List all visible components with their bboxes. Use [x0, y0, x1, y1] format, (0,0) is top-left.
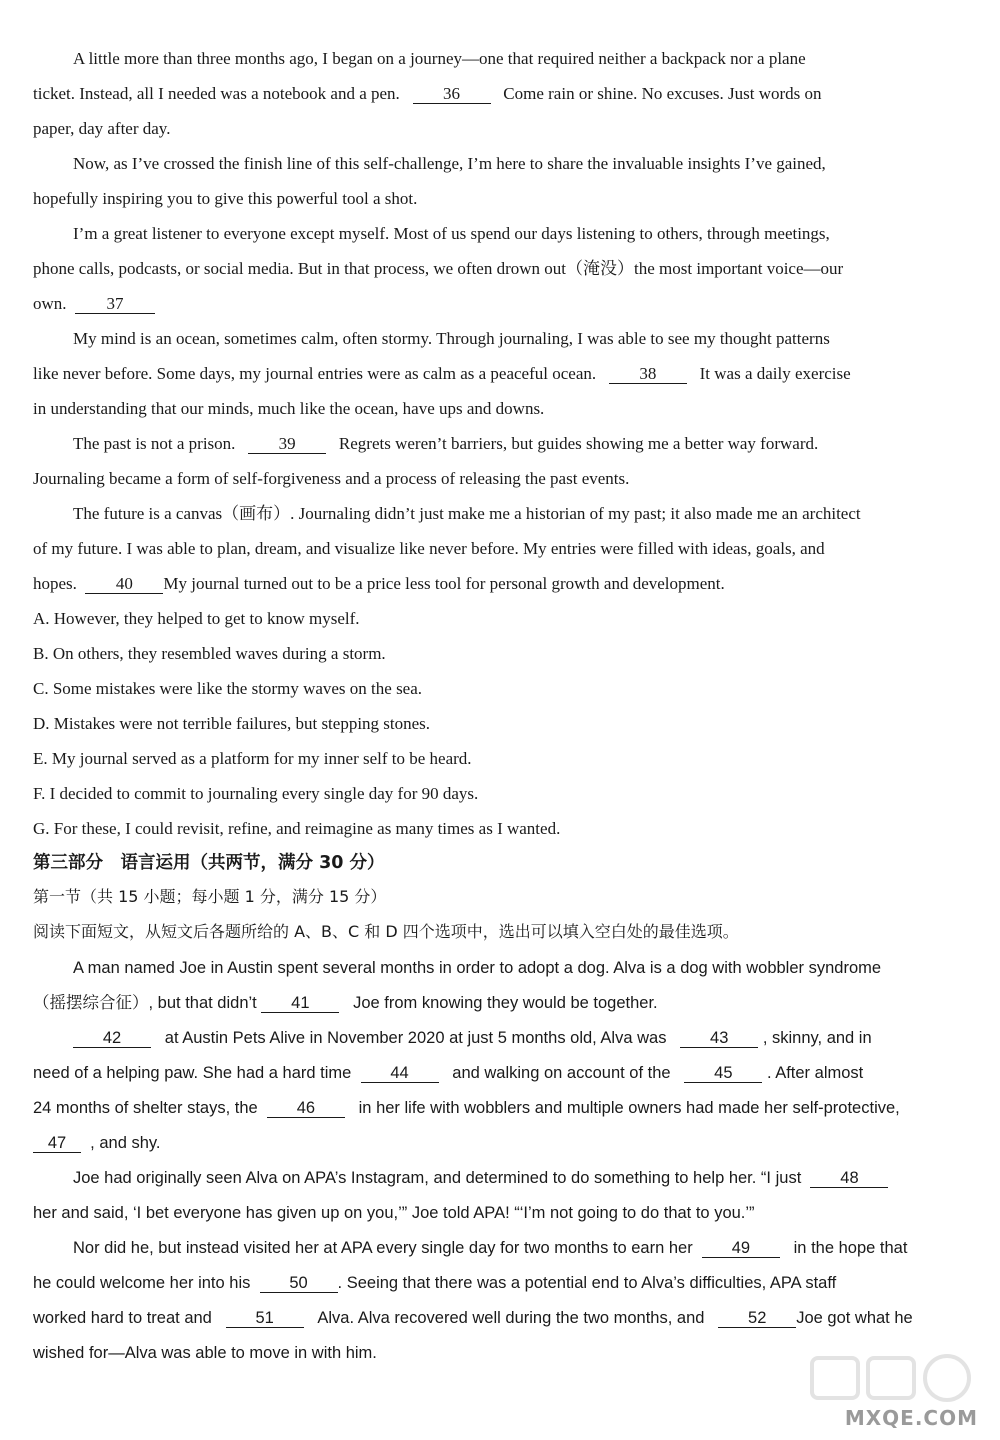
text: at Austin Pets Alive in November 2020 at just 5 months old, Alva was: [164, 1029, 667, 1047]
blank-42[interactable]: 42: [73, 1029, 151, 1048]
blank-37[interactable]: 37: [75, 295, 155, 314]
text: of my future. I was able to plan, dream, and visualize like never before. My entries were filled with ideas, goals, and: [33, 539, 825, 558]
text: The past is not a prison.: [73, 434, 236, 453]
text: My mind is an ocean, sometimes calm, often stormy. Through journaling, I was able to see my thought patterns: [73, 329, 830, 348]
text: . Seeing that there was a potential end to Alva’s difficulties, APA staff: [337, 1274, 837, 1292]
blank-47[interactable]: 47: [33, 1134, 81, 1153]
text: Joe had originally seen Alva on APA’s Instagram, and determined to do something to help her. “I just: [73, 1169, 802, 1187]
text: , and shy.: [90, 1134, 161, 1152]
text: hopefully inspiring you to give this powerful tool a shot.: [33, 189, 418, 208]
text: Journaling became a form of self-forgiveness and a process of releasing the past events.: [33, 469, 630, 488]
text: her and said, ‘I bet everyone has given up on you,’” Joe told APA! “‘I’m not going to do that to you.’”: [33, 1204, 755, 1222]
text: , skinny, and in: [762, 1029, 872, 1047]
passage-line: [73, 1027, 872, 1049]
passage-line: [33, 1342, 377, 1364]
section-title: 第三部分 语言运用（共两节，满分 30 分）: [33, 853, 385, 873]
text: My journal turned out to be a price less tool for personal growth and development.: [163, 574, 725, 593]
option-b: B. On others, they resembled waves during a storm.: [33, 644, 386, 663]
option-g: G. For these, I could revisit, refine, and reimagine as many times as I wanted.: [33, 819, 561, 838]
passage-line: [33, 992, 658, 1014]
passage-line: [33, 258, 843, 280]
text: The future is a canvas（画布）. Journaling didn’t just make me a historian of my past; it also made me an architect: [73, 504, 861, 523]
blank-41[interactable]: 41: [261, 994, 339, 1013]
passage-line: [73, 503, 861, 525]
text: in understanding that our minds, much like the ocean, have ups and downs.: [33, 399, 545, 418]
passage-line: [33, 1132, 161, 1154]
blank-52[interactable]: 52: [718, 1309, 796, 1328]
passage-line: [33, 468, 629, 490]
blank-50[interactable]: 50: [260, 1274, 338, 1293]
text: A man named Joe in Austin spent several months in order to adopt a dog. Alva is a dog with wobbler syndrome: [73, 959, 882, 977]
text: in her life with wobblers and multiple owners had made her self-protective,: [358, 1099, 900, 1117]
passage-line: [73, 153, 826, 175]
blank-40[interactable]: 40: [85, 575, 163, 594]
option-c: C. Some mistakes were like the stormy waves on the sea.: [33, 679, 423, 698]
text: Nor did he, but instead visited her at APA every single day for two months to earn her: [73, 1239, 693, 1257]
passage-line: [73, 957, 881, 979]
blank-39[interactable]: 39: [248, 435, 326, 454]
text: hopes.: [33, 574, 77, 593]
option-e: E. My journal served as a platform for my inner self to be heard.: [33, 749, 472, 768]
text: I’m a great listener to everyone except myself. Most of us spend our days listening to others, through meetings,: [73, 224, 830, 243]
blank-43[interactable]: 43: [680, 1029, 758, 1048]
passage-line: [33, 293, 155, 315]
passage-line: [73, 48, 806, 70]
text: worked hard to treat and: [33, 1309, 212, 1327]
passage-line: [33, 1097, 900, 1119]
passage-line: [73, 433, 818, 455]
passage-line: [33, 118, 170, 140]
passage-line: [33, 1202, 755, 1224]
text: wished for—Alva was able to move in with him.: [33, 1344, 377, 1362]
option-f: F. I decided to commit to journaling every single day for 90 days.: [33, 784, 479, 803]
text: Regrets weren’t barriers, but guides showing me a better way forward.: [338, 434, 819, 453]
text: Come rain or shine. No excuses. Just words on: [503, 84, 822, 103]
passage-line: [73, 1237, 907, 1259]
text: and walking on account of the: [452, 1064, 671, 1082]
text: need of a helping paw. She had a hard time: [33, 1064, 352, 1082]
option-d: D. Mistakes were not terrible failures, but stepping stones.: [33, 714, 431, 733]
passage-line: [33, 538, 825, 560]
blank-46[interactable]: 46: [267, 1099, 345, 1118]
text: in the hope that: [793, 1239, 908, 1257]
section-instruction: 阅读下面短文，从短文后各题所给的 A、B、C 和 D 四个选项中，选出可以填入空白处的最佳选项。: [33, 922, 739, 941]
passage-line: [33, 1272, 836, 1294]
text: phone calls, podcasts, or social media. But in that process, we often drown out（淹没）the most important voice—our: [33, 259, 844, 278]
passage-line: [73, 223, 830, 245]
passage-line: [33, 363, 851, 385]
blank-48[interactable]: 48: [810, 1169, 888, 1188]
text: Alva. Alva recovered well during the two months, and: [317, 1309, 705, 1327]
text: （摇摆综合征）, but that didn’t: [33, 994, 257, 1012]
passage-line: [33, 1062, 863, 1084]
text: own.: [33, 294, 67, 313]
passage-line: [33, 188, 417, 210]
passage-line: [73, 328, 830, 350]
text: paper, day after day.: [33, 119, 171, 138]
blank-38[interactable]: 38: [609, 365, 687, 384]
passage-line: [33, 573, 725, 595]
text: like never before. Some days, my journal entries were as calm as a peaceful ocean.: [33, 364, 597, 383]
blank-45[interactable]: 45: [684, 1064, 762, 1083]
passage-line: [73, 1167, 888, 1189]
blank-49[interactable]: 49: [702, 1239, 780, 1258]
text: Now, as I’ve crossed the finish line of this self-challenge, I’m here to share the invaluable insights I’ve gained,: [73, 154, 826, 173]
text: It was a daily exercise: [699, 364, 851, 383]
blank-44[interactable]: 44: [361, 1064, 439, 1083]
section-subtitle: 第一节（共 15 小题；每小题 1 分，满分 15 分）: [33, 887, 387, 906]
watermark-text: MXQE.COM: [844, 1406, 978, 1430]
text: 24 months of shelter stays, the: [33, 1099, 258, 1117]
option-a: A. However, they helped to get to know myself.: [33, 609, 360, 628]
text: Joe got what he: [796, 1309, 913, 1327]
text: ticket. Instead, all I needed was a notebook and a pen.: [33, 84, 400, 103]
passage-line: [33, 398, 544, 420]
text: he could welcome her into his: [33, 1274, 251, 1292]
text: Joe from knowing they would be together.: [353, 994, 658, 1012]
passage-line: [33, 83, 822, 105]
blank-36[interactable]: 36: [413, 85, 491, 104]
passage-line: [33, 1307, 913, 1329]
text: A little more than three months ago, I began on a journey—one that required neither a backpack nor a plane: [73, 49, 806, 68]
text: . After almost: [766, 1064, 864, 1082]
blank-51[interactable]: 51: [226, 1309, 304, 1328]
